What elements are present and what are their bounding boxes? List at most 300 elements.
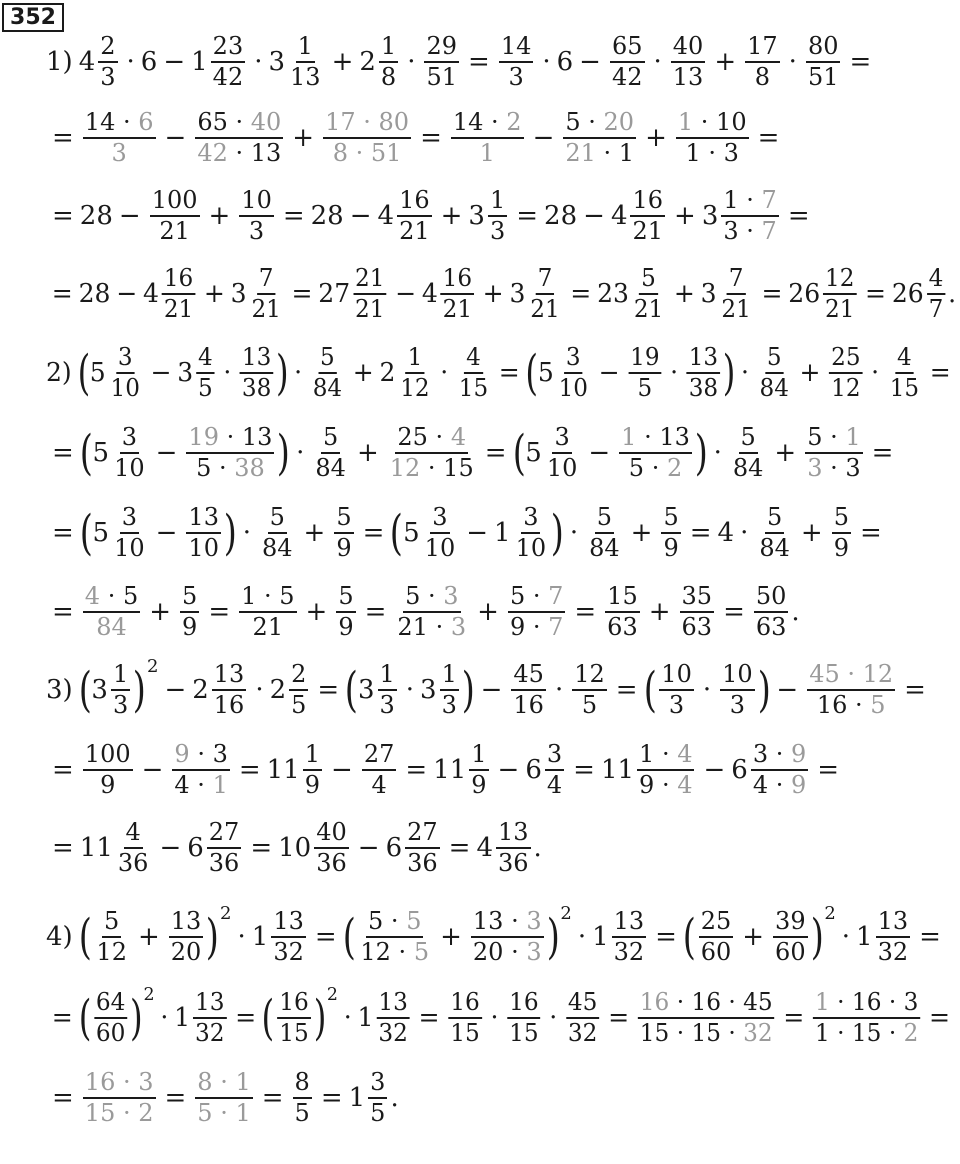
denominator: 7: [928, 295, 944, 323]
fraction: [196, 344, 215, 402]
denominator: 9 · 7: [509, 613, 564, 641]
operator: +: [482, 279, 504, 309]
denominator: 15: [509, 1019, 539, 1047]
operator: +: [774, 438, 797, 468]
number: 4: [78, 47, 96, 77]
numerator: 100: [83, 741, 133, 771]
denominator: 5 · 38: [196, 454, 265, 482]
fraction: [806, 33, 841, 91]
fraction: [612, 908, 647, 966]
operator: =: [516, 201, 539, 231]
numerator: 80: [806, 33, 841, 63]
operator: =: [783, 1003, 805, 1033]
numerator: 16 · 3: [83, 1069, 156, 1099]
operator: =: [655, 922, 677, 952]
fraction: [112, 504, 147, 562]
denominator: 10: [110, 374, 140, 402]
fraction: [378, 661, 397, 719]
operator: =: [52, 518, 74, 548]
numerator: 50: [754, 583, 789, 613]
fraction: [630, 187, 665, 245]
numerator: 3: [552, 424, 571, 454]
operator: ·: [653, 47, 662, 77]
fraction: [813, 989, 920, 1047]
parenthesis: (: [78, 662, 92, 718]
fraction: [927, 265, 946, 323]
operator: =: [817, 755, 840, 785]
number: .: [791, 597, 800, 627]
operator: =: [574, 597, 597, 627]
number: 6: [525, 755, 542, 785]
fraction: [637, 741, 694, 799]
numerator: 17: [745, 33, 780, 63]
numerator: 25: [829, 344, 862, 374]
numerator: 3: [545, 741, 564, 771]
numerator: 1 · 4: [637, 741, 694, 771]
exponent: 2: [146, 655, 159, 677]
fraction: [507, 989, 540, 1047]
number: 26: [788, 279, 821, 309]
numerator: 7: [257, 265, 276, 295]
operator: +: [800, 518, 823, 548]
operator: =: [929, 358, 951, 388]
equation-line: [46, 1067, 399, 1129]
exponent: 2: [143, 983, 155, 1005]
fraction: [545, 741, 564, 799]
denominator: 32: [567, 1019, 598, 1047]
operator: =: [208, 597, 231, 627]
denominator: 3 · 7: [723, 217, 777, 245]
fraction: [376, 989, 409, 1047]
numerator: 100: [150, 187, 200, 217]
numerator: 1: [111, 661, 130, 691]
denominator: 12: [400, 374, 430, 402]
numerator: 1: [440, 661, 459, 691]
numerator: 25: [699, 908, 734, 938]
number: 2: [379, 358, 396, 388]
operator: ·: [841, 922, 851, 952]
fraction: [195, 1069, 252, 1127]
operator: ·: [871, 358, 880, 388]
operator: +: [674, 201, 696, 231]
numerator: 16: [162, 265, 195, 295]
fraction: [805, 424, 862, 482]
fraction: [699, 908, 734, 966]
numerator: 5 · 20: [563, 109, 636, 139]
numerator: 10: [659, 661, 694, 691]
fraction: [829, 344, 862, 402]
operator: −: [116, 279, 138, 309]
operator: ·: [670, 358, 679, 388]
operator: +: [648, 597, 671, 627]
operator: =: [238, 755, 261, 785]
denominator: 5: [637, 374, 653, 402]
numerator: 39: [773, 908, 808, 938]
denominator: 3: [100, 63, 116, 91]
operator: +: [303, 518, 326, 548]
denominator: 84: [732, 454, 764, 482]
denominator: 42: [212, 63, 244, 91]
number: 26: [891, 279, 924, 309]
equation-line: [46, 817, 542, 879]
denominator: 9: [663, 534, 679, 562]
parenthesis: ): [546, 909, 560, 965]
denominator: 60: [700, 938, 732, 966]
denominator: 5: [294, 1099, 310, 1127]
denominator: 8: [380, 63, 397, 91]
operator: =: [261, 1083, 284, 1113]
operator: +: [440, 922, 462, 952]
parenthesis: (: [79, 505, 93, 561]
operator: ·: [343, 1003, 352, 1033]
fraction: [451, 109, 524, 167]
numerator: 13: [212, 661, 247, 691]
parenthesis: ): [313, 990, 327, 1046]
denominator: 9: [304, 771, 321, 799]
denominator: 42 · 13: [197, 139, 282, 167]
equation-line: [46, 185, 816, 247]
denominator: 1 · 15 · 2: [815, 1019, 919, 1047]
operator: ·: [554, 675, 564, 705]
numerator: 4: [124, 819, 143, 849]
numerator: 65 · 40: [195, 109, 283, 139]
operator: =: [405, 755, 428, 785]
operator: +: [137, 922, 160, 952]
number: .: [533, 833, 542, 863]
numerator: 4: [464, 344, 483, 374]
number: 5: [89, 358, 106, 388]
fraction: [186, 504, 221, 562]
denominator: 12: [96, 938, 127, 966]
denominator: 32: [378, 1019, 408, 1047]
fraction: [757, 504, 792, 562]
operator: −: [583, 201, 605, 231]
fraction: [239, 583, 296, 641]
operator: +: [292, 123, 315, 153]
fraction: [448, 989, 481, 1047]
numerator: 3: [368, 1069, 387, 1099]
denominator: 10: [424, 534, 456, 562]
denominator: 3: [441, 691, 457, 719]
fraction: [807, 661, 895, 719]
denominator: 36: [316, 849, 347, 877]
denominator: 21: [632, 217, 664, 245]
fraction: [150, 187, 200, 245]
fraction: [528, 265, 561, 323]
parenthesis: (: [79, 425, 93, 481]
denominator: 84: [315, 454, 346, 482]
denominator: 9 · 4: [639, 771, 693, 799]
numerator: 16: [441, 265, 474, 295]
numerator: 64: [94, 989, 127, 1019]
numerator: 5: [180, 583, 199, 613]
denominator: 3: [729, 691, 746, 719]
operator: =: [52, 201, 74, 231]
number: 11: [79, 833, 113, 863]
fraction: [83, 109, 156, 167]
operator: =: [871, 438, 894, 468]
fraction: [628, 344, 661, 402]
operator: ·: [407, 47, 416, 77]
operator: =: [904, 675, 926, 705]
fraction: [572, 661, 607, 719]
item-label: 1): [46, 47, 73, 77]
fraction: [289, 661, 308, 719]
fraction: [260, 504, 295, 562]
denominator: 51: [426, 63, 458, 91]
fraction: [83, 741, 133, 799]
operator: −: [349, 201, 372, 231]
fraction: [388, 424, 476, 482]
denominator: 21: [163, 295, 194, 323]
numerator: 5: [334, 504, 353, 534]
operator: =: [317, 675, 340, 705]
parenthesis: ): [694, 425, 708, 481]
denominator: 4 · 9: [752, 771, 807, 799]
numerator: 16: [448, 989, 481, 1019]
fraction: [511, 661, 546, 719]
numerator: 3: [120, 424, 139, 454]
fraction: [172, 741, 229, 799]
numerator: 5: [321, 424, 340, 454]
fraction: [323, 109, 411, 167]
exponent: 2: [220, 902, 232, 924]
operator: =: [282, 201, 305, 231]
numerator: 5 · 1: [805, 424, 862, 454]
numerator: 8 · 1: [195, 1069, 252, 1099]
operator: =: [52, 755, 74, 785]
operator: =: [418, 1003, 440, 1033]
operator: +: [645, 123, 667, 153]
denominator: 13: [672, 63, 704, 91]
denominator: 21: [633, 295, 664, 323]
denominator: 10: [515, 534, 547, 562]
operator: −: [155, 518, 178, 548]
numerator: 16 · 16 · 45: [638, 989, 775, 1019]
fraction: [180, 583, 199, 641]
denominator: 12: [831, 374, 861, 402]
denominator: 3: [111, 139, 127, 167]
equation-line: [46, 902, 947, 968]
denominator: 3: [508, 63, 524, 91]
denominator: 21: [399, 217, 430, 245]
operator: =: [52, 597, 74, 627]
numerator: 10: [720, 661, 755, 691]
number: 2: [359, 47, 376, 77]
parenthesis: (: [643, 662, 657, 718]
fraction: [440, 661, 459, 719]
denominator: 12 · 5: [360, 938, 430, 966]
numerator: 5 · 7: [508, 583, 565, 613]
operator: =: [570, 279, 592, 309]
numerator: 23: [211, 33, 246, 63]
fraction: [336, 583, 355, 641]
operator: ·: [237, 922, 246, 952]
operator: =: [314, 922, 337, 952]
fraction: [441, 265, 474, 323]
parenthesis: (: [525, 345, 539, 401]
fraction: [334, 504, 353, 562]
operator: =: [615, 675, 638, 705]
fraction: [162, 265, 195, 323]
operator: +: [477, 597, 499, 627]
denominator: 10: [114, 534, 145, 562]
numerator: 13: [193, 989, 226, 1019]
denominator: 21: [442, 295, 473, 323]
numerator: 1: [379, 33, 398, 63]
denominator: 32: [877, 938, 909, 966]
number: 4: [421, 279, 438, 309]
numerator: 13 · 3: [471, 908, 544, 938]
numerator: 1 · 5: [239, 583, 296, 613]
fraction: [116, 819, 151, 877]
operator: =: [468, 47, 490, 77]
number: 27: [318, 279, 351, 309]
numerator: 13: [687, 344, 720, 374]
operator: =: [362, 518, 385, 548]
denominator: 9: [336, 534, 352, 562]
number: 3: [230, 279, 247, 309]
operator: +: [331, 47, 354, 77]
numerator: 16: [630, 187, 665, 217]
operator: ·: [788, 47, 797, 77]
fraction: [362, 741, 397, 799]
operator: −: [155, 438, 178, 468]
number: 5: [403, 518, 420, 548]
number: 3: [177, 358, 194, 388]
operator: =: [51, 1003, 73, 1033]
denominator: 3: [668, 691, 685, 719]
denominator: 84: [312, 374, 343, 402]
operator: =: [859, 518, 882, 548]
fraction: [311, 344, 344, 402]
number: 4: [476, 833, 493, 863]
number: 23: [597, 279, 629, 309]
operator: ·: [740, 518, 749, 548]
numerator: 13: [186, 504, 221, 534]
numerator: 16: [507, 989, 540, 1019]
exponent: 2: [560, 902, 572, 924]
numerator: 17 · 80: [323, 109, 411, 139]
number: 1: [174, 1003, 191, 1033]
operator: ·: [569, 518, 579, 548]
number: 5: [92, 518, 110, 548]
fraction: [632, 265, 665, 323]
denominator: 3: [248, 217, 265, 245]
fraction: [271, 908, 306, 966]
operator: +: [352, 358, 374, 388]
number: 6: [187, 833, 204, 863]
numerator: 1: [296, 33, 315, 63]
denominator: 21: [252, 613, 284, 641]
denominator: 3: [489, 217, 506, 245]
numerator: 15: [605, 583, 640, 613]
numerator: 13: [376, 989, 409, 1019]
denominator: 21 · 1: [565, 139, 635, 167]
operator: −: [163, 47, 186, 77]
numerator: 1: [488, 187, 507, 217]
fraction: [745, 33, 780, 91]
exercise-number-badge: 352: [2, 3, 64, 32]
operator: −: [141, 755, 164, 785]
operator: =: [865, 279, 887, 309]
numerator: 14 · 6: [83, 109, 156, 139]
numerator: 3 · 9: [751, 741, 808, 771]
fraction: [514, 504, 549, 562]
numerator: 27: [362, 741, 397, 771]
operator: −: [703, 755, 726, 785]
operator: =: [723, 597, 745, 627]
operator: −: [497, 755, 520, 785]
operator: ·: [490, 1003, 499, 1033]
denominator: 15 · 15 · 32: [639, 1019, 773, 1047]
fraction: [94, 989, 127, 1047]
operator: =: [448, 833, 471, 863]
number: 2: [269, 675, 287, 705]
denominator: 38: [241, 374, 272, 402]
fraction: [250, 265, 283, 323]
number: 1: [592, 922, 609, 952]
operator: −: [118, 201, 141, 231]
denominator: 8 · 51: [332, 139, 402, 167]
operator: −: [598, 358, 620, 388]
number: 28: [310, 201, 344, 231]
denominator: 13: [290, 63, 321, 91]
numerator: 16: [277, 989, 310, 1019]
numerator: 13: [169, 908, 204, 938]
operator: ·: [126, 47, 135, 77]
denominator: 5: [198, 374, 213, 402]
number: 3: [357, 675, 375, 705]
fraction: [566, 989, 599, 1047]
numerator: 1 · 16 · 3: [813, 989, 920, 1019]
fraction: [288, 33, 323, 91]
parenthesis: ): [757, 662, 771, 718]
numerator: 5: [661, 504, 680, 534]
operator: ·: [702, 675, 712, 705]
numerator: 3: [521, 504, 540, 534]
numerator: 4: [196, 344, 215, 374]
fraction: [496, 819, 531, 877]
number: 5: [537, 358, 554, 388]
numerator: 25 · 4: [395, 424, 468, 454]
operator: =: [52, 438, 74, 468]
fraction: [240, 344, 273, 402]
denominator: 9: [100, 771, 116, 799]
denominator: 15 · 2: [84, 1099, 154, 1127]
fraction: [720, 265, 753, 323]
operator: =: [787, 201, 810, 231]
number: 3: [509, 279, 526, 309]
equation-line: [46, 31, 877, 93]
numerator: 13: [612, 908, 647, 938]
parenthesis: ): [810, 909, 824, 965]
fraction: [109, 344, 142, 402]
number: 1: [856, 922, 873, 952]
number: 3: [468, 201, 485, 231]
denominator: 21: [159, 217, 190, 245]
operator: ·: [577, 922, 587, 952]
fraction: [563, 109, 636, 167]
number: 1: [348, 1083, 366, 1113]
denominator: 21 · 3: [397, 613, 467, 641]
fraction: [661, 504, 680, 562]
operator: −: [395, 279, 417, 309]
operator: =: [250, 833, 273, 863]
denominator: 20 · 3: [472, 938, 542, 966]
operator: ·: [713, 438, 722, 468]
operator: +: [673, 279, 695, 309]
